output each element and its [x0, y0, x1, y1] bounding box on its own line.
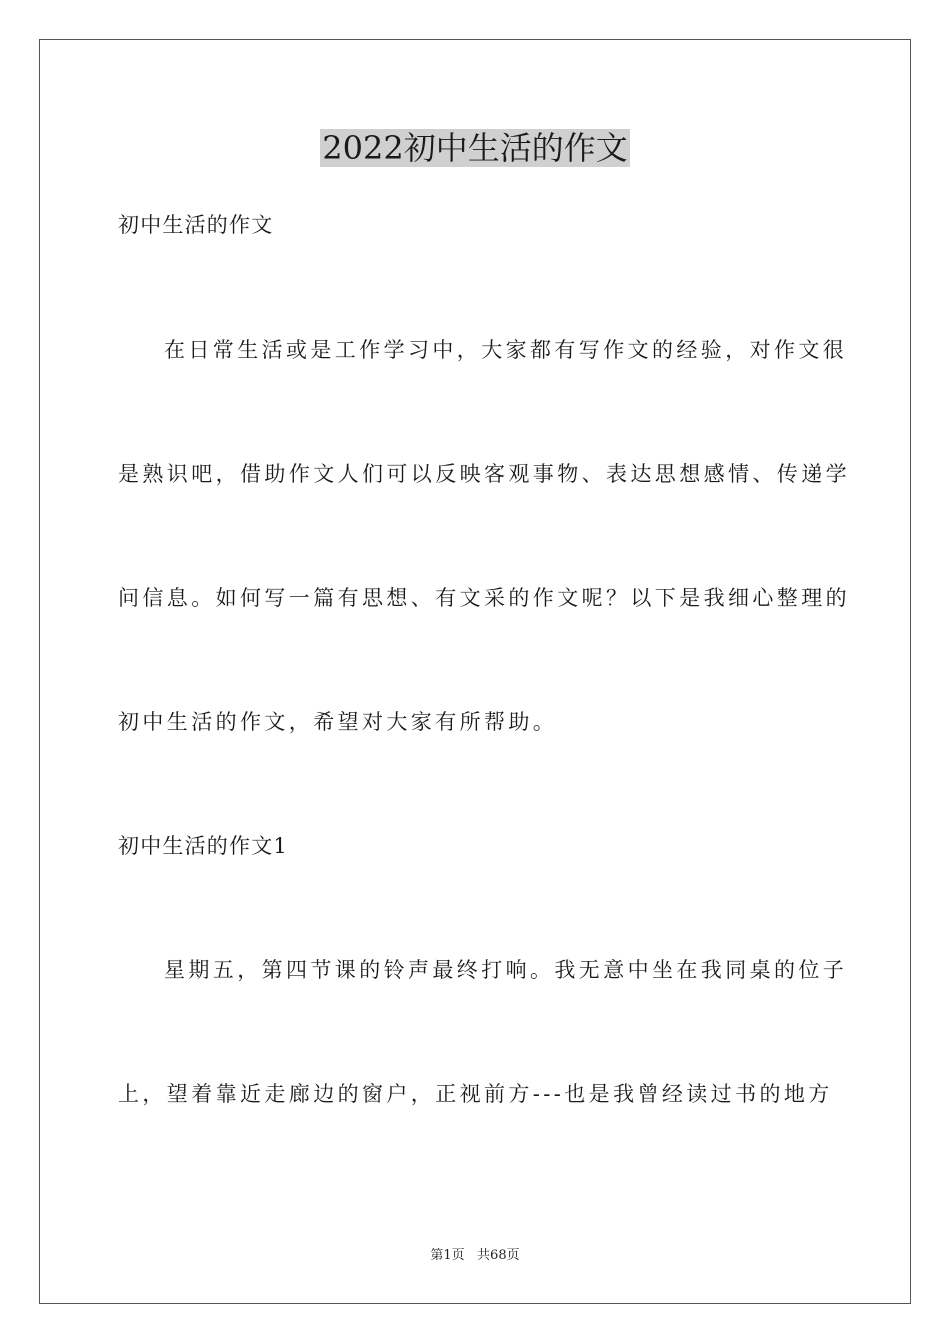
paragraph-line: 上，望着靠近走廊边的窗户，正视前方---也是我曾经读过书的地方 [118, 1082, 833, 1106]
page-footer: 第1页 共68页 [430, 1248, 520, 1263]
document-title [0, 128, 950, 168]
paragraph-line: 在日常生活或是工作学习中，大家都有写作文的经验，对作文很 [164, 338, 848, 362]
document-subtitle: 初中生活的作文 [118, 213, 274, 237]
document-title-text: 2022初中生活的作文 [322, 129, 628, 167]
paragraph-line: 初中生活的作文，希望对大家有所帮助。 [118, 710, 558, 734]
paragraph-line: 星期五，第四节课的铃声最终打响。我无意中坐在我同桌的位子 [164, 958, 848, 982]
paragraph-line: 问信息。如何写一篇有思想、有文采的作文呢？以下是我细心整理的 [118, 586, 850, 610]
section-heading: 初中生活的作文1 [118, 834, 288, 858]
paragraph-line: 是熟识吧，借助作文人们可以反映客观事物、表达思想感情、传递学 [118, 462, 850, 486]
